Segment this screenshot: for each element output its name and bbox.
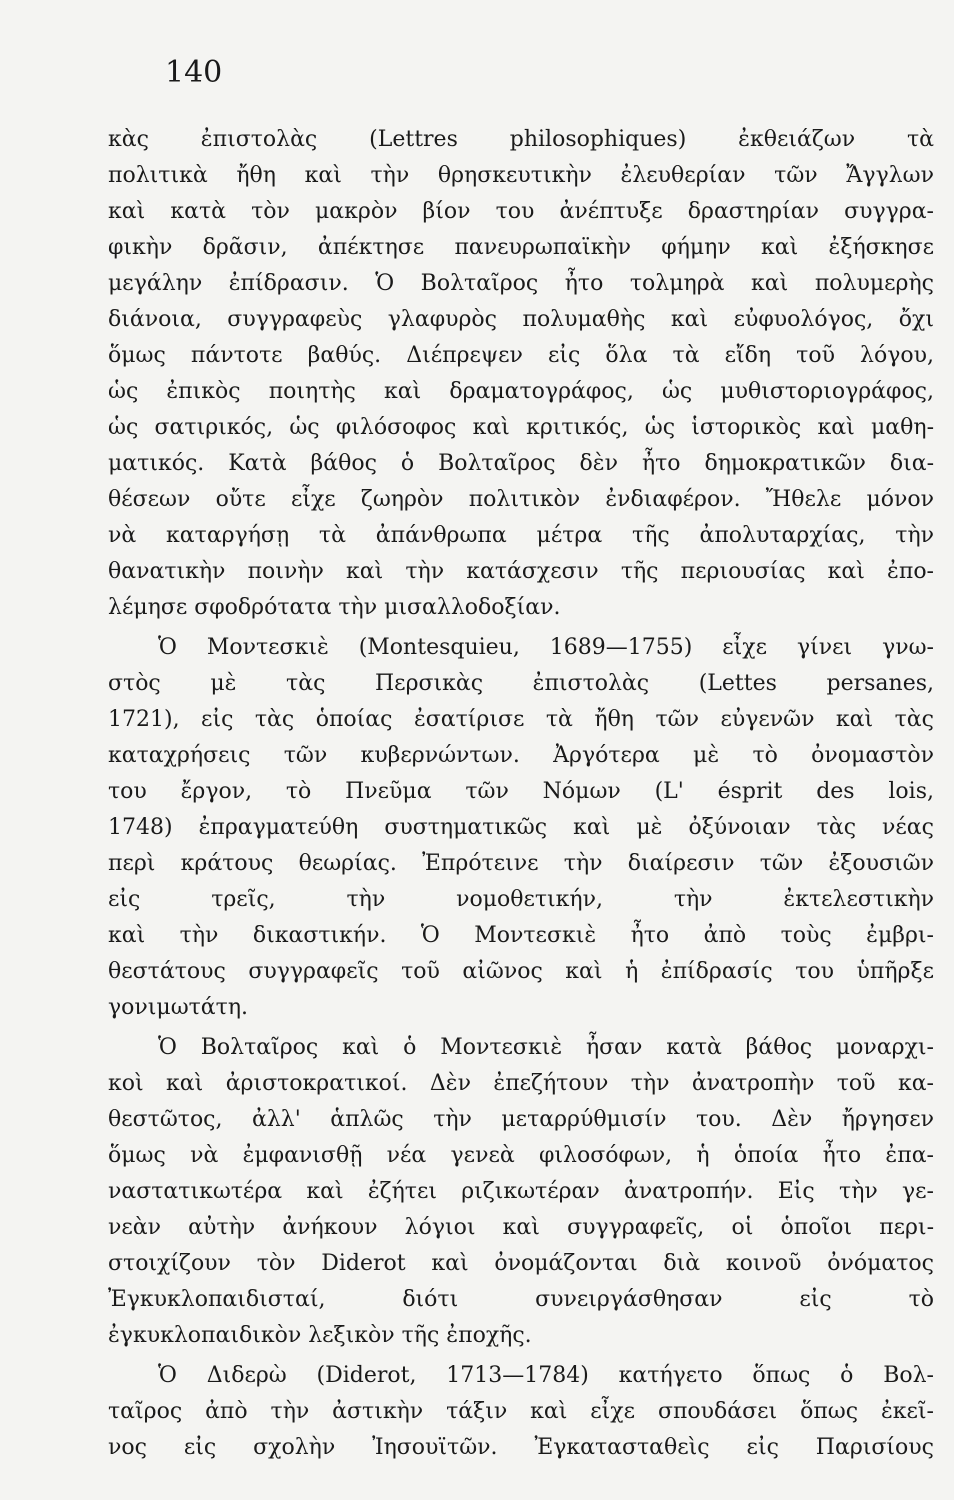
text-line: μεγάλην ἐπίδρασιν. Ὁ Βολταῖρος ἦτο τολμηρὰ καὶ πολυμερὴς — [108, 271, 934, 296]
body-text — [108, 122, 934, 1466]
text-line: κὰς ἐπιστολὰς (Lettres philosophiques) ἐκθειάζων τὰ — [108, 127, 934, 152]
text-line: περὶ κράτους θεωρίας. Ἐπρότεινε τὴν διαίρεσιν τῶν ἐξουσιῶν — [108, 851, 934, 876]
text-line: θεστῶτος, ἀλλ' ἁπλῶς τὴν μεταρρύθμισίν του. Δὲν ἤργησεν — [108, 1107, 934, 1132]
text-line: λέμησε σφοδρότατα τὴν μισαλλοδοξίαν. — [108, 595, 561, 620]
text-line: καὶ τὴν δικαστικήν. Ὁ Μοντεσκιὲ ἦτο ἀπὸ τοὺς ἐμβρι- — [108, 923, 934, 948]
paragraph-start-line: Ὁ Βολταῖρος καὶ ὁ Μοντεσκιὲ ἦσαν κατὰ βάθος μοναρχι- — [158, 1035, 934, 1060]
text-line: κοὶ καὶ ἀριστοκρατικοί. Δὲν ἐπεζήτουν τὴν ἀνατροπὴν τοῦ κα- — [108, 1071, 934, 1096]
text-line: του ἔργον, τὸ Πνεῦμα τῶν Νόμων (L' ésprit des lois, — [108, 779, 934, 804]
text-line: στοιχίζουν τὸν Diderot καὶ ὀνομάζονται διὰ κοινοῦ ὀνόματος — [108, 1251, 934, 1276]
text-line: ὡς σατιρικός, ὡς φιλόσοφος καὶ κριτικός, ὡς ἱστορικὸς καὶ μαθη- — [108, 415, 934, 440]
text-line: στὸς μὲ τὰς Περσικὰς ἐπιστολὰς (Lettes persanes, — [108, 671, 934, 696]
text-line: θεστάτους συγγραφεῖς τοῦ αἰῶνος καὶ ἡ ἐπίδρασίς του ὑπῆρξε — [108, 959, 934, 984]
text-line: 1721), εἰς τὰς ὁποίας ἐσατίρισε τὰ ἤθη τῶν εὐγενῶν καὶ τὰς — [108, 707, 934, 732]
text-line: νεὰν αὐτὴν ἀνήκουν λόγιοι καὶ συγγραφεῖς, οἱ ὁποῖοι περι- — [108, 1215, 934, 1240]
text-line: νος εἰς σχολὴν Ἰησουϊτῶν. Ἐγκατασταθεὶς εἰς Παρισίους — [108, 1435, 934, 1460]
text-line: ἐγκυκλοπαιδικὸν λεξικὸν τῆς ἐποχῆς. — [108, 1323, 532, 1348]
text-line: εἰς τρεῖς, τὴν νομοθετικήν, τὴν ἐκτελεστικὴν — [108, 887, 934, 912]
text-line: γονιμωτάτη. — [108, 995, 249, 1020]
text-line: νὰ καταργήσῃ τὰ ἀπάνθρωπα μέτρα τῆς ἀπολυταρχίας, τὴν — [108, 523, 934, 548]
text-line: ὅμως πάντοτε βαθύς. Διέπρεψεν εἰς ὅλα τὰ εἴδη τοῦ λόγου, — [108, 343, 934, 368]
text-line: διάνοια, συγγραφεὺς γλαφυρὸς πολυμαθὴς καὶ εὐφυολόγος, ὄχι — [108, 307, 934, 332]
paragraph-start-line: Ὁ Διδερὼ (Diderot, 1713—1784) κατήγετο ὅπως ὁ Βολ- — [158, 1363, 934, 1388]
text-line: Ἐγκυκλοπαιδισταί, διότι συνειργάσθησαν εἰς τὸ — [108, 1287, 934, 1312]
text-line: φικὴν δρᾶσιν, ἀπέκτησε πανευρωπαϊκὴν φήμην καὶ ἐξήσκησε — [108, 235, 934, 260]
text-line: 1748) ἐπραγματεύθη συστηματικῶς καὶ μὲ ὀξύνοιαν τὰς νέας — [108, 815, 934, 840]
text-line: καὶ κατὰ τὸν μακρὸν βίον του ἀνέπτυξε δραστηρίαν συγγρα- — [108, 199, 934, 224]
text-line: καταχρήσεις τῶν κυβερνώντων. Ἀργότερα μὲ τὸ ὀνομαστὸν — [108, 743, 934, 768]
paragraph-start-line: Ὁ Μοντεσκιὲ (Montesquieu, 1689—1755) εἶχε γίνει γνω- — [158, 635, 934, 660]
text-line: ὡς ἐπικὸς ποιητὴς καὶ δραματογράφος, ὡς μυθιστοριογράφος, — [108, 379, 934, 404]
text-line: πολιτικὰ ἤθη καὶ τὴν θρησκευτικὴν ἐλευθερίαν τῶν Ἄγγλων — [108, 163, 934, 188]
text-line: ματικός. Κατὰ βάθος ὁ Βολταῖρος δὲν ἦτο δημοκρατικῶν δια- — [108, 451, 934, 476]
text-line: θέσεων οὔτε εἶχε ζωηρὸν πολιτικὸν ἐνδιαφέρον. Ἤθελε μόνον — [108, 487, 934, 512]
text-line: θανατικὴν ποινὴν καὶ τὴν κατάσχεσιν τῆς περιουσίας καὶ ἐπο- — [108, 559, 934, 584]
text-line: ὅμως νὰ ἐμφανισθῇ νέα γενεὰ φιλοσόφων, ἡ ὁποία ἦτο ἐπα- — [108, 1143, 934, 1168]
page-number: 140 — [165, 55, 223, 90]
text-line: ταῖρος ἀπὸ τὴν ἀστικὴν τάξιν καὶ εἶχε σπουδάσει ὅπως ἐκεῖ- — [108, 1399, 934, 1424]
text-line: ναστατικωτέρα καὶ ἐζήτει ριζικωτέραν ἀνατροπήν. Εἰς τὴν γε- — [108, 1179, 934, 1204]
